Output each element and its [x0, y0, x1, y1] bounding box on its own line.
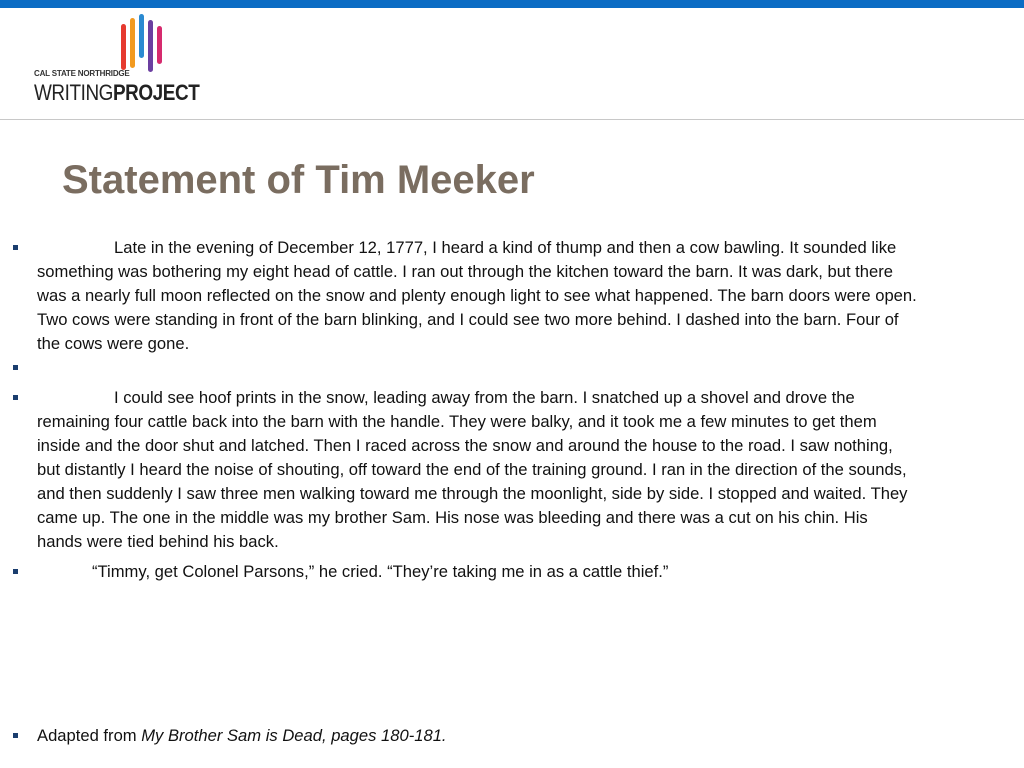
logo-bar-red	[121, 24, 126, 70]
bullet-paragraph-empty	[12, 356, 917, 380]
logo-bar-purple	[148, 20, 153, 72]
logo-bar-orange	[130, 18, 135, 68]
top-accent-bar	[0, 0, 1024, 8]
logo-word-writing: WRITING	[34, 80, 113, 105]
source-prefix: Adapted from	[37, 726, 142, 745]
header-divider	[0, 119, 1024, 120]
paragraph-text-1: Late in the evening of December 12, 1777, I heard a kind of thump and then a cow bawling. It sounded like something was bothering my eight head of cattle. I ran out through the kitchen toward the barn. It was dark, but there was a nearly full moon reflected on the snow and plenty enough light to see what happened. The barn doors were open. Two cows were standing in front of the barn blinking, and I could see two more behind. I dashed into the barn. Four of the cows were gone.	[37, 238, 917, 353]
bullet-paragraph-3	[12, 386, 917, 554]
logo-bar-magenta	[157, 26, 162, 64]
slide-body	[12, 236, 917, 584]
logo-bar-blue	[139, 14, 144, 58]
bullet-paragraph-1	[12, 236, 917, 356]
slide-title: Statement of Tim Meeker	[62, 158, 535, 202]
logo-wordmark	[34, 80, 199, 106]
logo-small-text: CAL STATE NORTHRIDGE	[34, 69, 130, 78]
source-title: My Brother Sam is Dead, pages 180-181.	[141, 726, 447, 745]
logo-bars-icon	[118, 14, 168, 76]
paragraph-text-3: I could see hoof prints in the snow, leading away from the barn. I snatched up a shovel and drove the remaining four cattle back into the barn with the handle. They were balky, and it took me a few minutes to get them inside and the door shut and latched. Then I raced across the snow and around the house to the road. I saw nothing, but distantly I heard the noise of shouting, off toward the end of the training ground. I ran in the direction of the sounds, and then suddenly I saw three men walking toward me through the moonlight, side by side. I stopped and waited. They came up. The one in the middle was my brother Sam. His nose was bleeding and there was a cut on his chin. His hands were tied behind his back.	[37, 388, 908, 551]
paragraph-text-4: “Timmy, get Colonel Parsons,” he cried. “They’re taking me in as a cattle thief.”	[92, 562, 669, 581]
source-citation	[12, 724, 447, 748]
writing-project-logo	[32, 14, 212, 106]
logo-word-project: PROJECT	[112, 80, 200, 105]
bullet-paragraph-4	[12, 560, 917, 584]
